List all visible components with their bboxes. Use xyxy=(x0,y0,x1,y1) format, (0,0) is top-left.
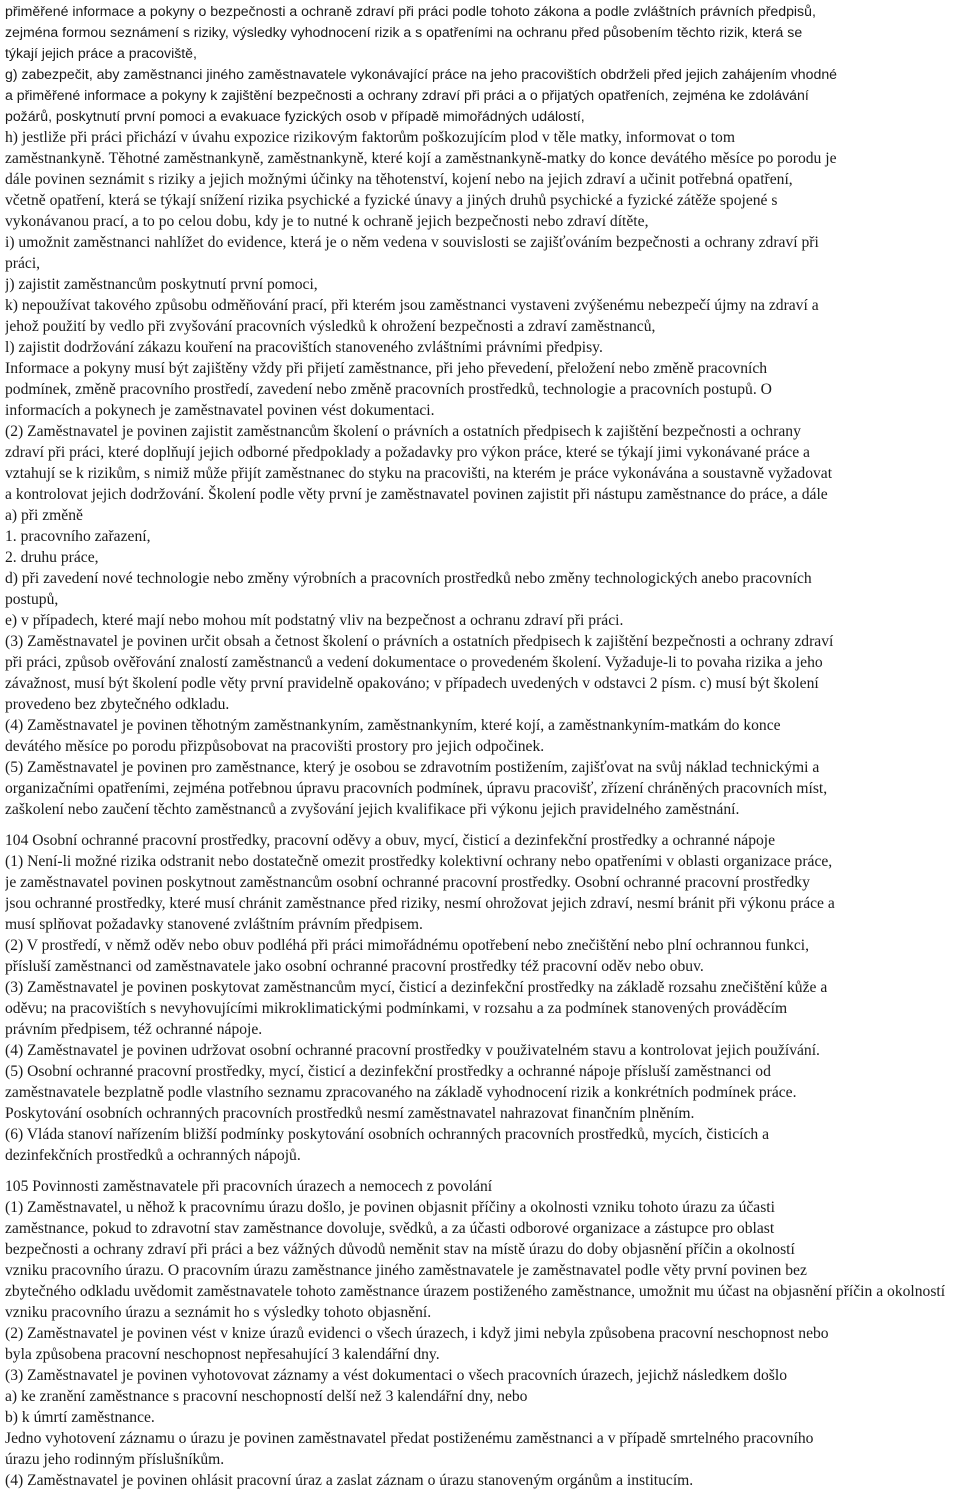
text-line: 1. pracovního zařazení, xyxy=(5,528,151,545)
text-line: (1) Není-li možné rizika odstranit nebo dostatečně omezit prostředky kolektivní ochrany nebo opatřeními v oblasti organizace práce, xyxy=(5,853,833,870)
text-line: zaměstnance, pokud to zdravotní stav zaměstnance dovoluje, svědků, a za účasti odborové organizace a zástupce pro oblast xyxy=(5,1220,775,1237)
text-line: přiměřené informace a pokyny o bezpečnosti a ochraně zdraví při práci podle tohoto zákona a podle zvláštních právních předpisů, xyxy=(5,3,816,19)
text-line: h) jestliže při práci přichází v úvahu expozice rizikovým faktorům poškozujícím plod v těle matky, informovat o tom xyxy=(5,129,735,146)
text-line: závažnost, musí být školení podle věty první pravidelně opakováno; v případech uvedených v odstavci 2 písm. c) musí být školení xyxy=(5,675,819,692)
paragraph-gap xyxy=(5,820,957,830)
document-page xyxy=(5,1,957,1491)
text-line: vztahují se k rizikům, s nimiž může přijít zaměstnanec do styku na pracovišti, na kterém je práce vykonávána a soustavně vyžadovat xyxy=(5,465,833,482)
text-line: l) zajistit dodržování zákazu kouření na pracovištích stanoveného zvláštními právními předpisy. xyxy=(5,339,603,356)
text-line: dezinfekčních prostředků a ochranných nápojů. xyxy=(5,1147,301,1164)
text-line: Informace a pokyny musí být zajištěny vždy při přijetí zaměstnance, při jeho převedení, přeložení nebo změně pracovních xyxy=(5,360,768,377)
text-line: právním předpisem, též ochranné nápoje. xyxy=(5,1021,263,1038)
text-line: a) při změně xyxy=(5,507,83,524)
text-line: a) ke zranění zaměstnance s pracovní neschopností delší než 3 kalendářní dny, nebo xyxy=(5,1388,528,1405)
text-line: Poskytování osobních ochranných pracovních prostředků nesmí zaměstnavatel nahrazovat finančním plněním. xyxy=(5,1105,695,1122)
text-line: i) umožnit zaměstnanci nahlížet do evidence, která je o něm vedena v souvislosti se zajišťováním bezpečnosti a ochrany zdraví při xyxy=(5,234,819,251)
text-line: bezpečnosti a ochrany zdraví při práci a bez vážných důvodů neměnit stav na místě úrazu do doby objasnění příčin a okolností xyxy=(5,1241,795,1258)
text-line: (3) Zaměstnavatel je povinen vyhotovovat záznamy a vést dokumentaci o všech pracovních úrazech, jejichž následkem došlo xyxy=(5,1367,788,1384)
text-line: informacích a pokynech je zaměstnavatel povinen vést dokumentaci. xyxy=(5,402,435,419)
text-line: k) nepoužívat takového způsobu odměňování prací, při kterém jsou zaměstnanci vystaveni zvýšenému nebezpečí újmy na zdraví a xyxy=(5,297,819,314)
text-line: zejména formou seznámení s riziky, výsledky vyhodnocení rizik a s opatřeními na ochranu před působením těchto rizik, která se xyxy=(5,24,803,40)
text-line: je zaměstnavatel povinen poskytnout zaměstnancům osobní ochranné pracovní prostředky. Osobní ochranné pracovní prostředky xyxy=(5,874,810,891)
text-line: zaměstnavatele bezplatně podle vlastního seznamu zpracovaného na základě vyhodnocení rizik a konkrétních podmínek práce. xyxy=(5,1084,797,1101)
text-line: (4) Zaměstnavatel je povinen ohlásit pracovní úraz a zaslat záznam o úrazu stanoveným orgánům a institucím. xyxy=(5,1472,694,1489)
text-line: jsou ochranné prostředky, které musí chránit zaměstnance před riziky, nesmí ohrožovat jejich zdraví, nesmí bránit při výkonu práce a xyxy=(5,895,835,912)
text-line: (4) Zaměstnavatel je povinen těhotným zaměstnankyním, zaměstnankyním, které kojí, a zaměstnankyním-matkám do konce xyxy=(5,717,781,734)
text-line: b) k úmrtí zaměstnance. xyxy=(5,1409,155,1426)
text-line: organizačními opatřeními, zejména potřebnou úpravu pracovních podmínek, úpravu pracovišť, zřízení chráněných pracovních míst, xyxy=(5,780,828,797)
text-line: (3) Zaměstnavatel je povinen poskytovat zaměstnancům mycí, čisticí a dezinfekční prostředky na základě rozsahu znečištění kůže a xyxy=(5,979,828,996)
text-line: zdraví při práci, které doplňují jejich odborné předpoklady a požadavky pro výkon práce, které se týkají jimi vykonávané práce a xyxy=(5,444,810,461)
text-line: včetně opatření, která se týkají snížení rizika psychické a fyzické únavy a jiných druhů psychické a fyzické zátěže spojené s xyxy=(5,192,778,209)
text-line: (1) Zaměstnavatel, u něhož k pracovnímu úrazu došlo, je povinen objasnit příčiny a okolnosti vzniku tohoto úrazu za účasti xyxy=(5,1199,775,1216)
text-line: týkají jejich práce a pracoviště, xyxy=(5,45,197,61)
text-line: vzniku pracovního úrazu. O pracovním úrazu zaměstnance jiného zaměstnavatele je zaměstnavatel podle věty první povinen bez xyxy=(5,1262,807,1279)
text-line: zaškolení nebo zaučení těchto zaměstnanců a zvyšování jejich kvalifikace při výkonu jejich pravidelného zaměstnání. xyxy=(5,801,740,818)
text-line: (6) Vláda stanoví nařízením bližší podmínky poskytování osobních ochranných pracovních prostředků, mycích, čisticích a xyxy=(5,1126,770,1143)
text-line: jehož použití by vedlo při zvyšování pracovních výsledků k ohrožení bezpečnosti a zdraví zaměstnanců, xyxy=(5,318,656,335)
text-line: postupů, xyxy=(5,591,59,608)
text-line: 105 Povinnosti zaměstnavatele při pracovních úrazech a nemocech z povolání xyxy=(5,1178,493,1195)
text-line: oděvu; na pracovištích s nevyhovujícími mikroklimatickými podmínkami, v rozsahu a za podmínek stanovených prováděcím xyxy=(5,1000,788,1017)
text-line: úrazu jeho rodinným příslušníkům. xyxy=(5,1451,225,1468)
text-line: j) zajistit zaměstnancům poskytnutí první pomoci, xyxy=(5,276,318,293)
text-line: Jedno vyhotovení záznamu o úrazu je povinen zaměstnavatel předat postiženému zaměstnanci a v případě smrtelného pracovního xyxy=(5,1430,814,1447)
text-line: vzniku pracovního úrazu a seznámit ho s výsledky tohoto objasnění. xyxy=(5,1304,432,1321)
text-line: 104 Osobní ochranné pracovní prostředky, pracovní oděvy a obuv, mycí, čisticí a dezinfekční prostředky a ochranné nápoje xyxy=(5,832,776,849)
text-line: d) při zavedení nové technologie nebo změny výrobních a pracovních prostředků nebo změny technologických anebo pracovních xyxy=(5,570,812,587)
text-line: práci, xyxy=(5,255,41,272)
text-line: devátého měsíce po porodu přizpůsobovat na pracovišti prostory pro jejich odpočinek. xyxy=(5,738,545,755)
text-line: dále povinen seznámit s riziky a jejich možnými účinky na těhotenství, kojení nebo na jejich zdraví a učinit potřebná opatření, xyxy=(5,171,793,188)
text-line: při práci, způsob ověřování znalostí zaměstnanců a vedení dokumentace o provedeném školení. Vyžaduje-li to povaha rizika a jeho xyxy=(5,654,823,671)
text-line: (4) Zaměstnavatel je povinen udržovat osobní ochranné pracovní prostředky v použivatelném stavu a kontrolovat jejich používání. xyxy=(5,1042,820,1059)
text-line: g) zabezpečit, aby zaměstnanci jiného zaměstnavatele vykonávající práce na jeho pracovištích obdrželi před jejich zahájením vhodné xyxy=(5,66,837,82)
text-line: 2. druhu práce, xyxy=(5,549,99,566)
text-line: podmínek, změně pracovního prostředí, zavedení nebo změně pracovních prostředků, technologie a pracovních postupů. O xyxy=(5,381,772,398)
text-line: zaměstnankyně. Těhotné zaměstnankyně, zaměstnankyně, které kojí a zaměstnankyně-matky do konce devátého měsíce po porodu je xyxy=(5,150,837,167)
text-line: (2) Zaměstnavatel je povinen zajistit zaměstnancům školení o právních a ostatních předpisech k zajištění bezpečnosti a ochrany xyxy=(5,423,801,440)
text-line: (5) Osobní ochranné pracovní prostředky, mycí, čisticí a dezinfekční prostředky a ochranné nápoje přísluší zaměstnanci od xyxy=(5,1063,771,1080)
text-line: e) v případech, které mají nebo mohou mít podstatný vliv na bezpečnost a ochranu zdraví při práci. xyxy=(5,612,624,629)
text-line: musí splňovat požadavky stanovené zvláštním právním předpisem. xyxy=(5,916,423,933)
paragraph-gap xyxy=(5,1166,957,1176)
text-line: a kontrolovat jejich dodržování. Školení podle věty první je zaměstnavatel povinen zajistit při nástupu zaměstnance do práce, a dále xyxy=(5,486,828,503)
text-line: provedeno bez zbytečného odkladu. xyxy=(5,696,230,713)
text-line: a přiměřené informace a pokyny k zajištění bezpečnosti a ochrany zdraví při práci a o přijatých opatřeních, zejména ke zdolávání xyxy=(5,87,809,103)
text-line: zbytečného odkladu uvědomit zaměstnavatele tohoto zaměstnance úrazem postiženého zaměstnance, umožnit mu účast na objasnění příčin a okolností xyxy=(5,1283,946,1300)
text-line: požárů, poskytnutí první pomoci a evakuace fyzických osob v případě mimořádných událostí, xyxy=(5,108,585,124)
text-line: (2) Zaměstnavatel je povinen vést v knize úrazů evidenci o všech úrazech, i když jimi nebyla způsobena pracovní neschopnost nebo xyxy=(5,1325,829,1342)
text-line: byla způsobena pracovní neschopnost nepřesahující 3 kalendářní dny. xyxy=(5,1346,440,1363)
text-line: (2) V prostředí, v němž oděv nebo obuv podléhá při práci mimořádnému opotřebení nebo znečištění nebo plní ochrannou funkci, xyxy=(5,937,810,954)
text-line: vykonávanou prací, a to po celou dobu, kdy je to nutné k ochraně jejich bezpečnosti nebo zdraví dítěte, xyxy=(5,213,649,230)
text-line: přísluší zaměstnanci od zaměstnavatele jako osobní ochranné pracovní prostředky též pracovní oděv nebo obuv. xyxy=(5,958,704,975)
text-line: (5) Zaměstnavatel je povinen pro zaměstnance, který je osobou se zdravotním postižením, zajišťovat na svůj náklad technickými a xyxy=(5,759,820,776)
text-line: (3) Zaměstnavatel je povinen určit obsah a četnost školení o právních a ostatních předpisech k zajištění bezpečnosti a ochrany zdraví xyxy=(5,633,834,650)
